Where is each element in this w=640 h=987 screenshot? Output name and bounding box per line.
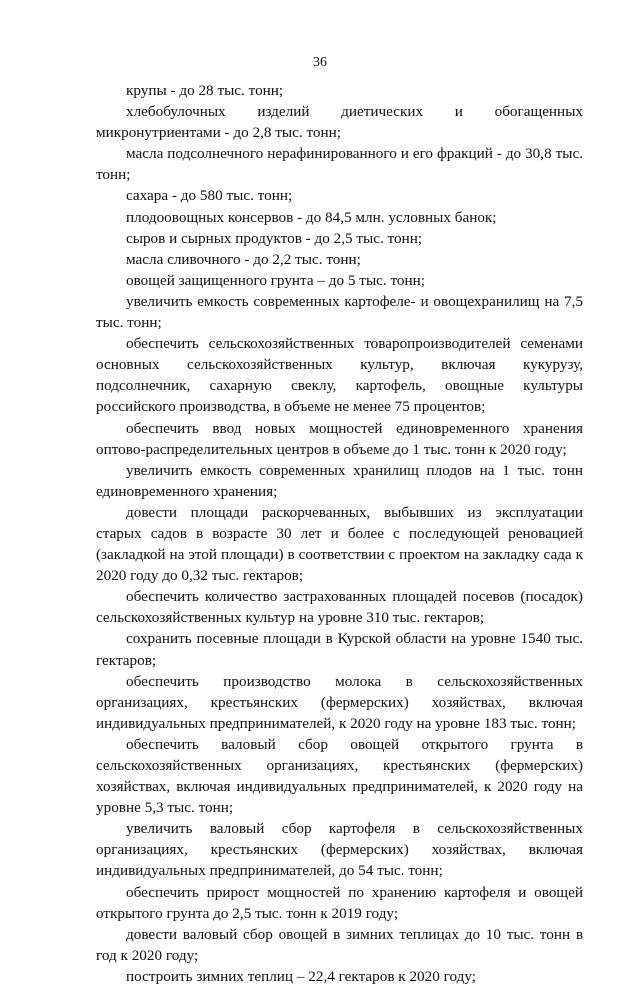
paragraph: обеспечить производство молока в сельскохозяйственных организациях, крестьянских (фермерских) хозяйствах, включая индивидуальных предпринимателей, к 2020 году на уровне 183 тыс. тонн; xyxy=(96,672,583,732)
paragraph: обеспечить ввод новых мощностей единовременного хранения оптово-распределительных центров в объеме до 1 тыс. тонн к 2020 году; xyxy=(96,419,583,458)
paragraph: увеличить емкость современных картофеле- и овощехранилищ на 7,5 тыс. тонн; xyxy=(96,292,583,332)
paragraph: овощей защищенного грунта – до 5 тыс. тонн; xyxy=(126,271,425,289)
paragraph: хлебобулочных изделий диетических и обогащенных микронутриентами - до 2,8 тыс. тонн; xyxy=(96,103,583,142)
page-number: 36 xyxy=(313,55,327,70)
paragraph: крупы - до 28 тыс. тонн; xyxy=(126,82,284,99)
paragraph: довести валовый сбор овощей в зимних теплицах до 10 тыс. тонн в год к 2020 году; xyxy=(96,925,583,964)
paragraph: сахара - до 580 тыс. тонн; xyxy=(126,187,293,205)
paragraph: масла сливочного - до 2,2 тыс. тонн; xyxy=(126,250,361,268)
paragraph: построить зимних теплиц – 22,4 гектаров к 2020 году; xyxy=(126,967,476,985)
paragraph: увеличить валовый сбор картофеля в сельскохозяйственных организациях, крестьянских (фермерских) хозяйствах, включая индивидуальных предпринимателей, до 54 тыс. тонн; xyxy=(96,820,583,880)
paragraph: обеспечить валовый сбор овощей открытого грунта в сельскохозяйственных организациях, крестьянских (фермерских) хозяйствах, включая индивидуальных предпринимателей, к 2020 году на уровне 5,3 тыс. тонн; xyxy=(96,735,583,817)
paragraph: обеспечить количество застрахованных площадей посевов (посадок) сельскохозяйственных культур на уровне 310 тыс. гектаров; xyxy=(96,588,583,627)
paragraph: увеличить емкость современных хранилищ плодов на 1 тыс. тонн единовременного хранения; xyxy=(96,461,583,500)
paragraph: довести площади раскорчеванных, выбывших из эксплуатации старых садов в возрасте 30 лет и более с последующей реновацией (закладкой на этой площади) в соответствии с проектом на закладку сада к 2020 году до 0,32 тыс. гектаров; xyxy=(96,503,583,585)
paragraph: обеспечить сельскохозяйственных товаропроизводителей семенами основных сельскохозяйственных культур, включая кукурузу, подсолнечник, сахарную свеклу, картофель, овощные культуры российского производства, в объеме не менее 75 процентов; xyxy=(96,335,583,416)
paragraph: масла подсолнечного нерафинированного и его фракций - до 30,8 тыс. тонн; xyxy=(96,145,583,184)
paragraph: обеспечить прирост мощностей по хранению картофеля и овощей открытого грунта до 2,5 тыс. тонн к 2019 году; xyxy=(96,883,583,922)
paragraph: сохранить посевные площади в Курской области на уровне 1540 тыс. гектаров; xyxy=(96,630,583,669)
paragraph: плодоовощных консервов - до 84,5 млн. условных банок; xyxy=(126,208,497,226)
document-body xyxy=(96,80,583,987)
paragraph: сыров и сырных продуктов - до 2,5 тыс. тонн; xyxy=(126,229,423,247)
